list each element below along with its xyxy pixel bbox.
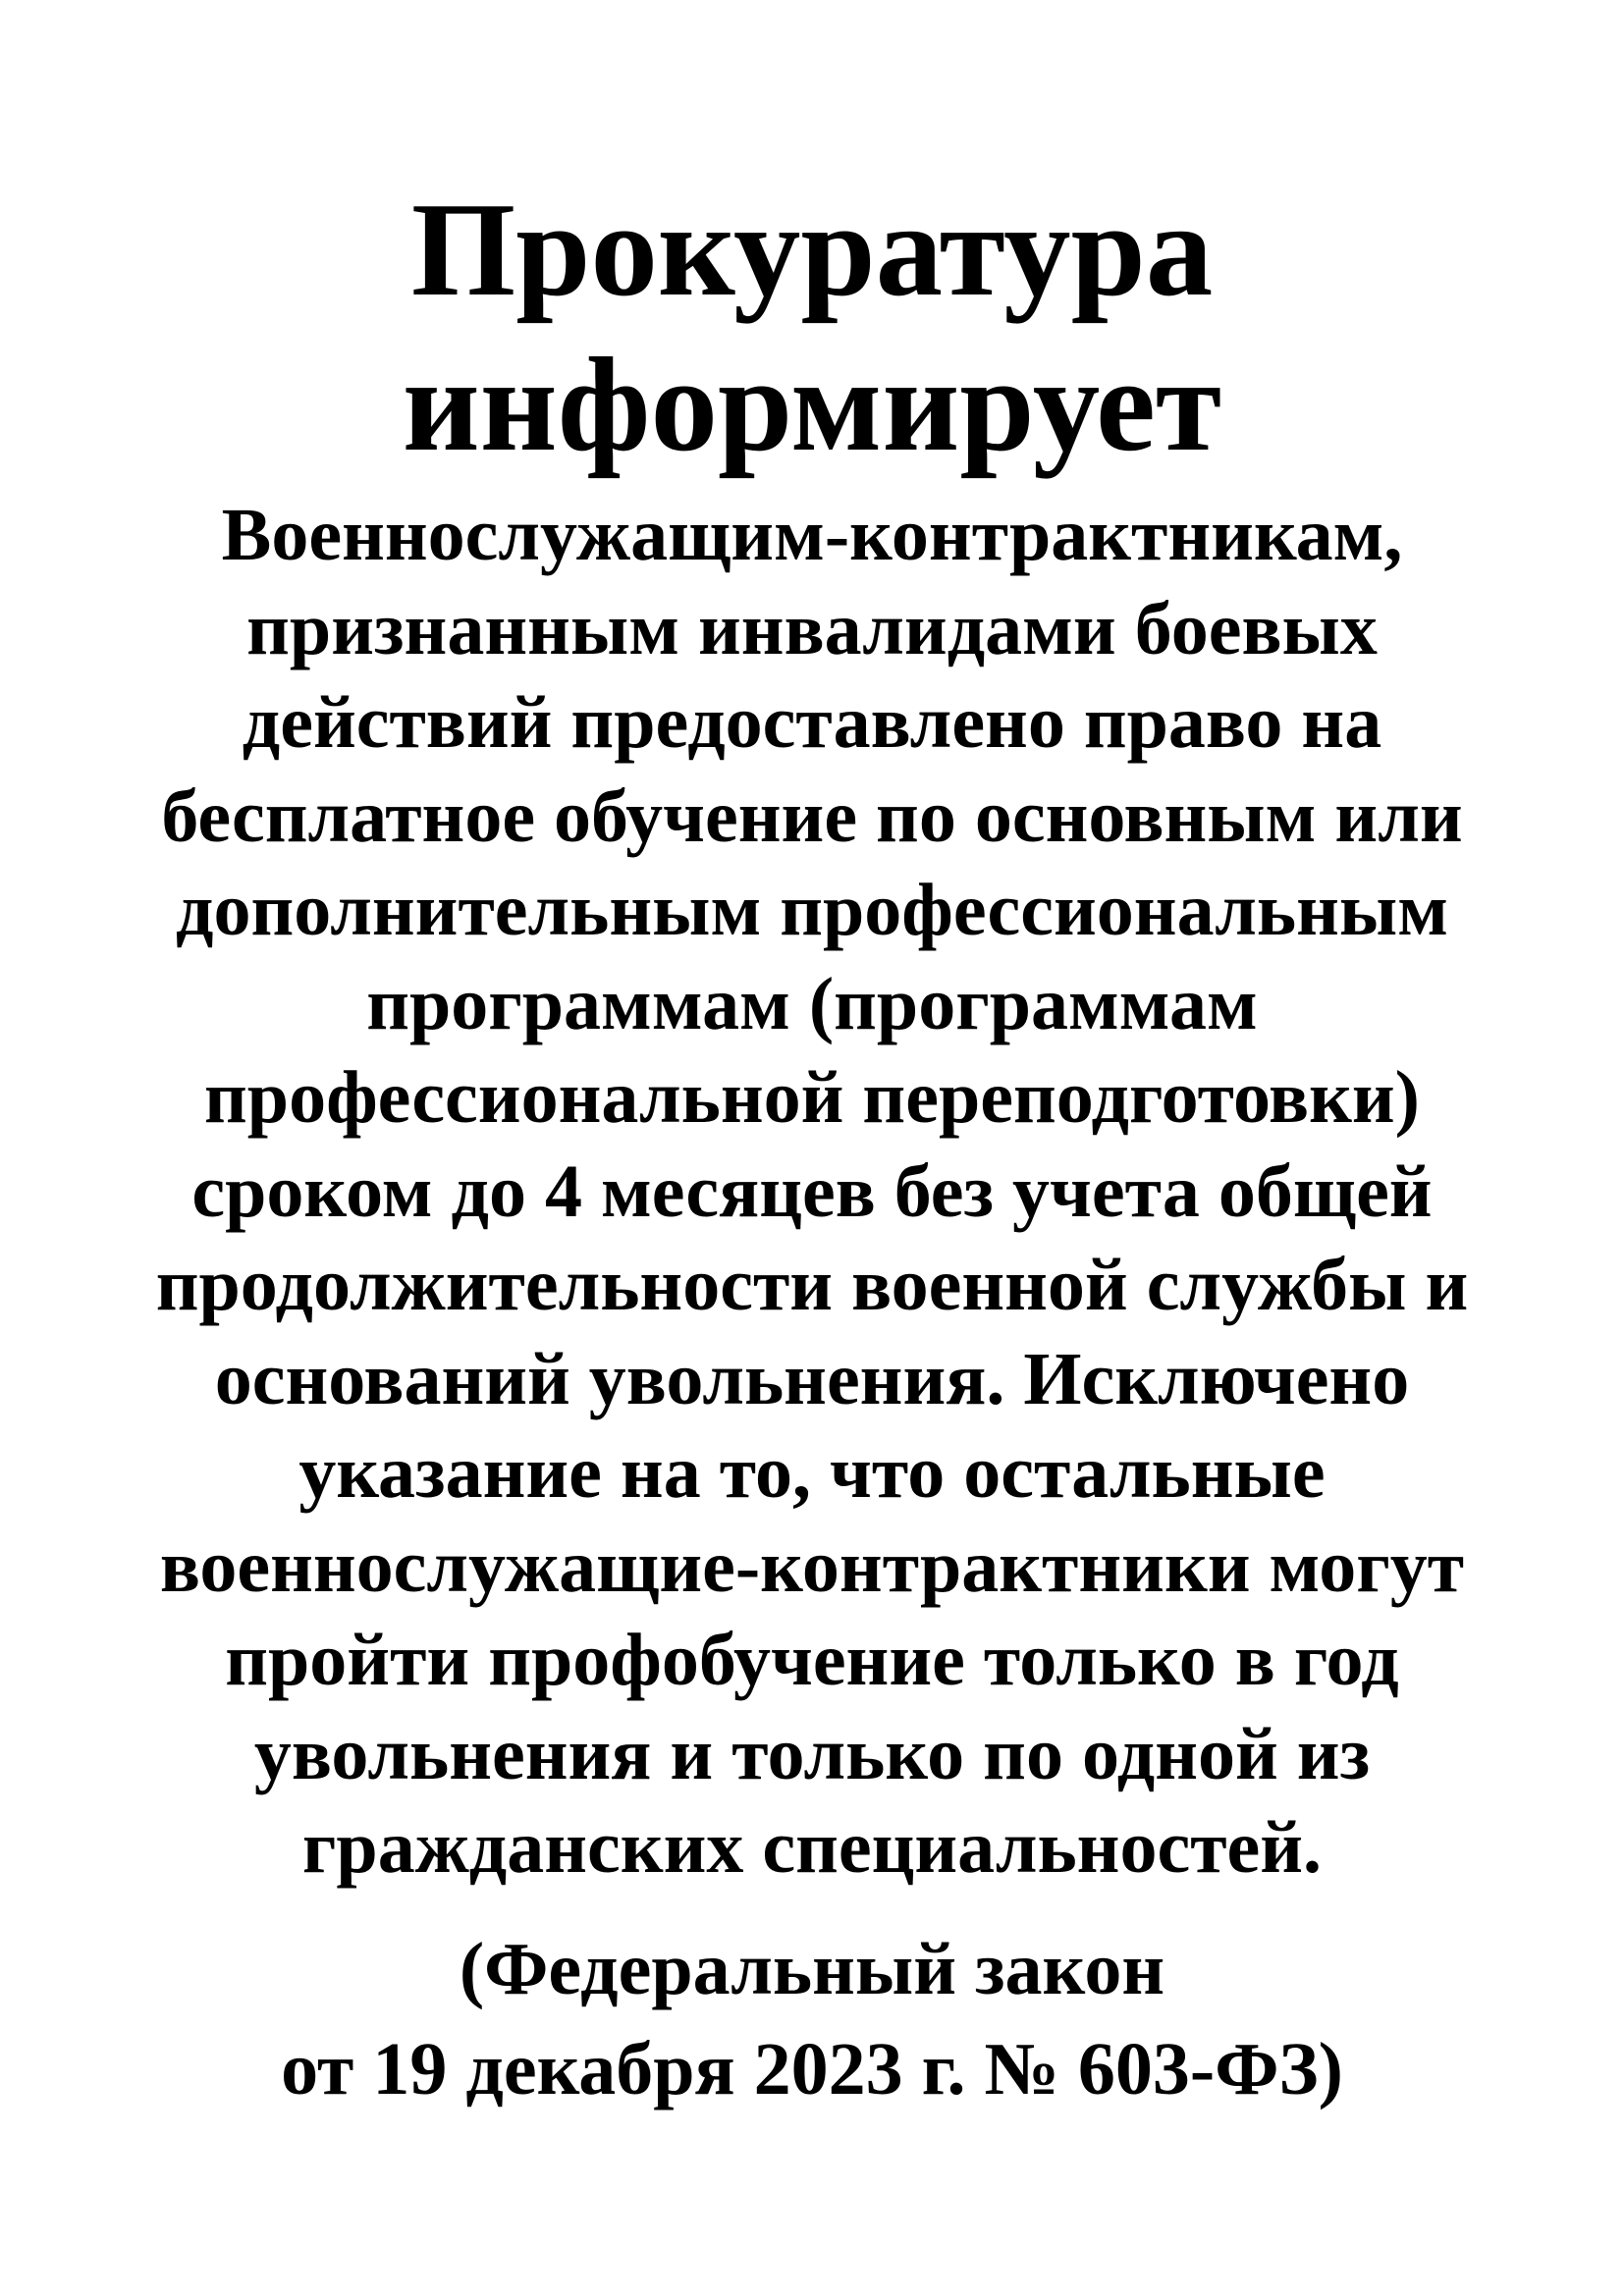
body-line: признанным инвалидами боевых [246, 587, 1378, 670]
body-line: сроком до 4 месяцев без учета общей [191, 1149, 1433, 1233]
body-line: дополнительным профессиональным [176, 869, 1448, 951]
title-line-1: Прокуратура [410, 175, 1214, 324]
body-line: программам (программам [366, 962, 1258, 1045]
page-title [0, 172, 1624, 482]
body-line: продолжительности военной службы и [155, 1244, 1469, 1326]
law-line-1: (Федеральный закон [459, 1928, 1165, 2010]
body-line: пройти профобучение только в год [225, 1619, 1399, 1701]
body-line: оснований увольнения. Исключено [214, 1337, 1410, 1420]
body-line: действий предоставлено право на [242, 681, 1382, 764]
body-line: профессиональной переподготовки) [204, 1056, 1420, 1139]
body-line: военнослужащие-контрактники могут [159, 1524, 1465, 1608]
announcement-text [79, 489, 1545, 1896]
body-line: указание на то, что остальные [298, 1431, 1326, 1514]
body-line: Военнослужащим-контрактникам, [221, 494, 1403, 576]
title-line-2: информирует [402, 330, 1222, 479]
body-line: бесплатное обучение по основным или [161, 774, 1463, 858]
body-line: увольнения и только по одной из [253, 1712, 1371, 1795]
law-line-2: от 19 декабря 2023 г. № 603-ФЗ) [281, 2028, 1343, 2110]
law-reference [0, 1919, 1624, 2119]
body-line: гражданских специальностей. [301, 1806, 1323, 1889]
